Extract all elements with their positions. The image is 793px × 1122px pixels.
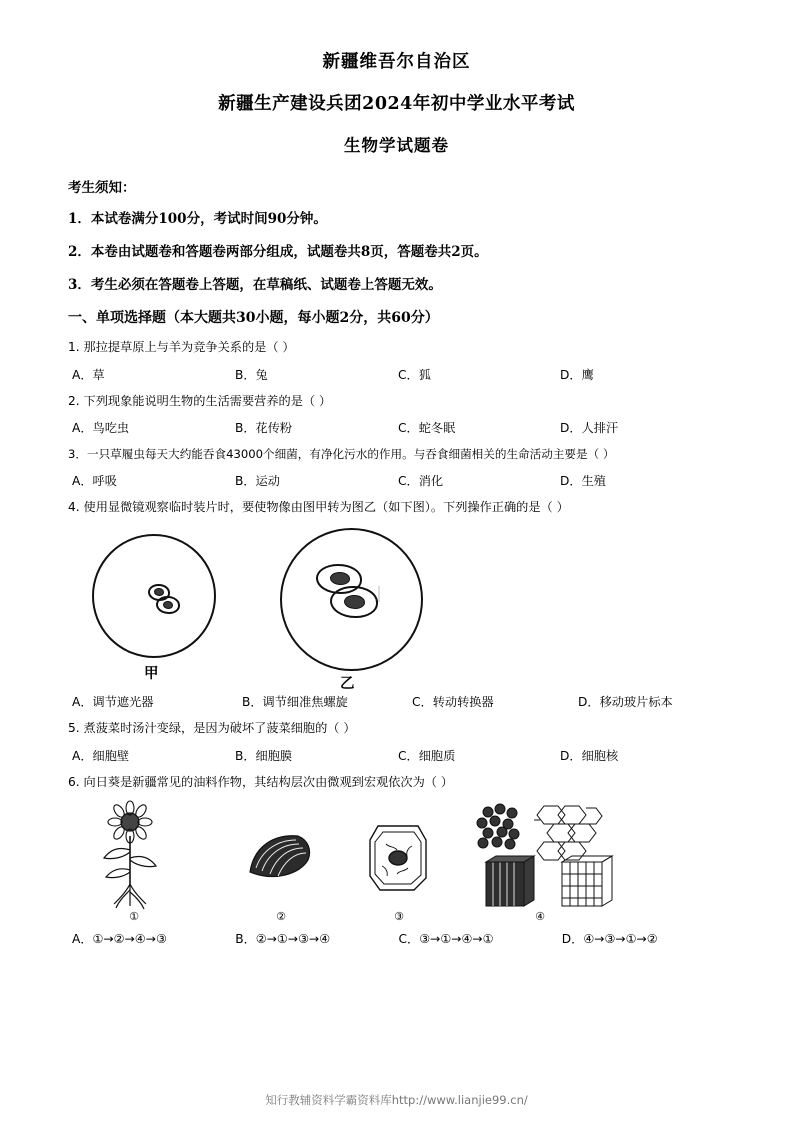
figure-item-seed [244, 828, 318, 886]
question-4-figure-microscope-views [68, 526, 725, 691]
question-6-option-b[interactable]: B．②→①→③→④ [235, 932, 331, 947]
question-4-stem: 4. 使用显微镜观察临时装片时，要使物像由图甲转为图乙（如下图）。下列操作正确的是（ ） [68, 500, 569, 515]
question-3-options [68, 472, 725, 489]
question-4-options [68, 693, 725, 710]
notice-item-1: 1．本试卷满分100分，考试时间90分钟。 [68, 211, 327, 227]
section-heading-multiple-choice: 一、单项选择题（本大题共30小题，每小题2分，共60分） [68, 310, 439, 326]
question-2-option-a[interactable]: A．鸟吃虫 [72, 421, 130, 436]
figure-number-1: ① [129, 910, 139, 924]
figure-number-4: ④ [535, 910, 545, 924]
question-1-option-a[interactable]: A．草 [72, 367, 105, 382]
question-2-option-d[interactable]: D．人排汗 [560, 421, 619, 436]
cell-cluster-jia [92, 534, 216, 658]
question-3-option-d[interactable]: D．生殖 [560, 474, 606, 489]
question-3-option-c[interactable]: C．消化 [398, 474, 444, 489]
question-6-options [68, 930, 725, 947]
question-2-option-b[interactable]: B．花传粉 [235, 421, 293, 436]
question-6-stem: 6. 向日葵是新疆常见的油料作物，其结构层次由微观到宏观依次为（ ） [68, 774, 454, 789]
cell-nucleus [163, 601, 173, 609]
page-title-exam: 新疆生产建设兵团2024年初中学业水平考试 [218, 94, 575, 114]
page-title-subject: 生物学试题卷 [344, 136, 449, 155]
figure-item-tissues [466, 800, 636, 912]
figure-item-cell [364, 820, 434, 896]
question-1-options [68, 366, 725, 383]
question-3-option-b[interactable]: B．运动 [235, 474, 280, 489]
question-4-option-a[interactable]: A．调节遮光器 [72, 694, 154, 709]
question-4-option-d[interactable]: D．移动玻片标本 [578, 694, 673, 709]
figure-number-3: ③ [394, 910, 404, 924]
cell-nucleus [344, 595, 365, 609]
figure-label-jia: 甲 [144, 664, 159, 682]
cell-nucleus [330, 572, 350, 585]
question-3-stem: 3．一只草履虫每天大约能吞食43000个细菌，有净化污水的作用。与吞食细菌相关的生命活动主要是（ ） [68, 447, 615, 462]
question-5-stem: 5. 煮菠菜时汤汁变绿，是因为破坏了菠菜细胞的（ ） [68, 720, 356, 735]
question-1-option-d[interactable]: D．鹰 [560, 367, 594, 382]
question-6-option-d[interactable]: D．④→③→①→② [561, 932, 658, 947]
figure-tick [378, 586, 380, 602]
question-5-option-a[interactable]: A．细胞壁 [72, 748, 130, 763]
question-5-option-d[interactable]: D．细胞核 [560, 748, 619, 763]
figure-item-sunflower-plant [86, 800, 182, 912]
question-2-stem: 2. 下列现象能说明生物的生活需要营养的是（ ） [68, 393, 332, 408]
page-title-region: 新疆维吾尔自治区 [322, 52, 471, 72]
question-5-options [68, 747, 725, 764]
question-6-option-a[interactable]: A．①→②→④→③ [72, 932, 167, 947]
notice-heading: 考生须知： [68, 180, 136, 196]
question-6-option-c[interactable]: C．③→①→④→① [398, 932, 494, 947]
cell-cluster-yi [280, 528, 423, 671]
figure-number-2: ② [276, 910, 286, 924]
question-3-option-a[interactable]: A．呼吸 [72, 474, 117, 489]
question-4-option-c[interactable]: C．转动转换器 [412, 694, 494, 709]
figure-label-yi: 乙 [340, 674, 355, 692]
question-1-stem: 1. 那拉提草原上与羊为竞争关系的是（ ） [68, 340, 295, 354]
document-title-block [68, 48, 725, 156]
question-4-option-b[interactable]: B．调节细准焦螺旋 [242, 694, 348, 709]
notice-item-2: 2．本卷由试题卷和答题卷两部分组成，试题卷共8页，答题卷共2页。 [68, 244, 488, 260]
question-2-option-c[interactable]: C．蛇冬眠 [398, 421, 456, 436]
question-1-option-c[interactable]: C．狐 [398, 367, 431, 382]
footer-watermark: 知行教辅资料学霸资料库http://www.lianjie99.cn/ [265, 1093, 528, 1107]
question-2-options [68, 419, 725, 436]
question-5-option-b[interactable]: B．细胞膜 [235, 748, 293, 763]
question-1-option-b[interactable]: B．兔 [235, 367, 268, 382]
cell-nucleus [154, 588, 164, 596]
question-5-option-c[interactable]: C．细胞质 [398, 748, 456, 763]
notice-item-3: 3．考生必须在答题卷上答题，在草稿纸、试题卷上答题无效。 [68, 277, 442, 293]
question-6-figure-structure-levels [68, 800, 725, 928]
